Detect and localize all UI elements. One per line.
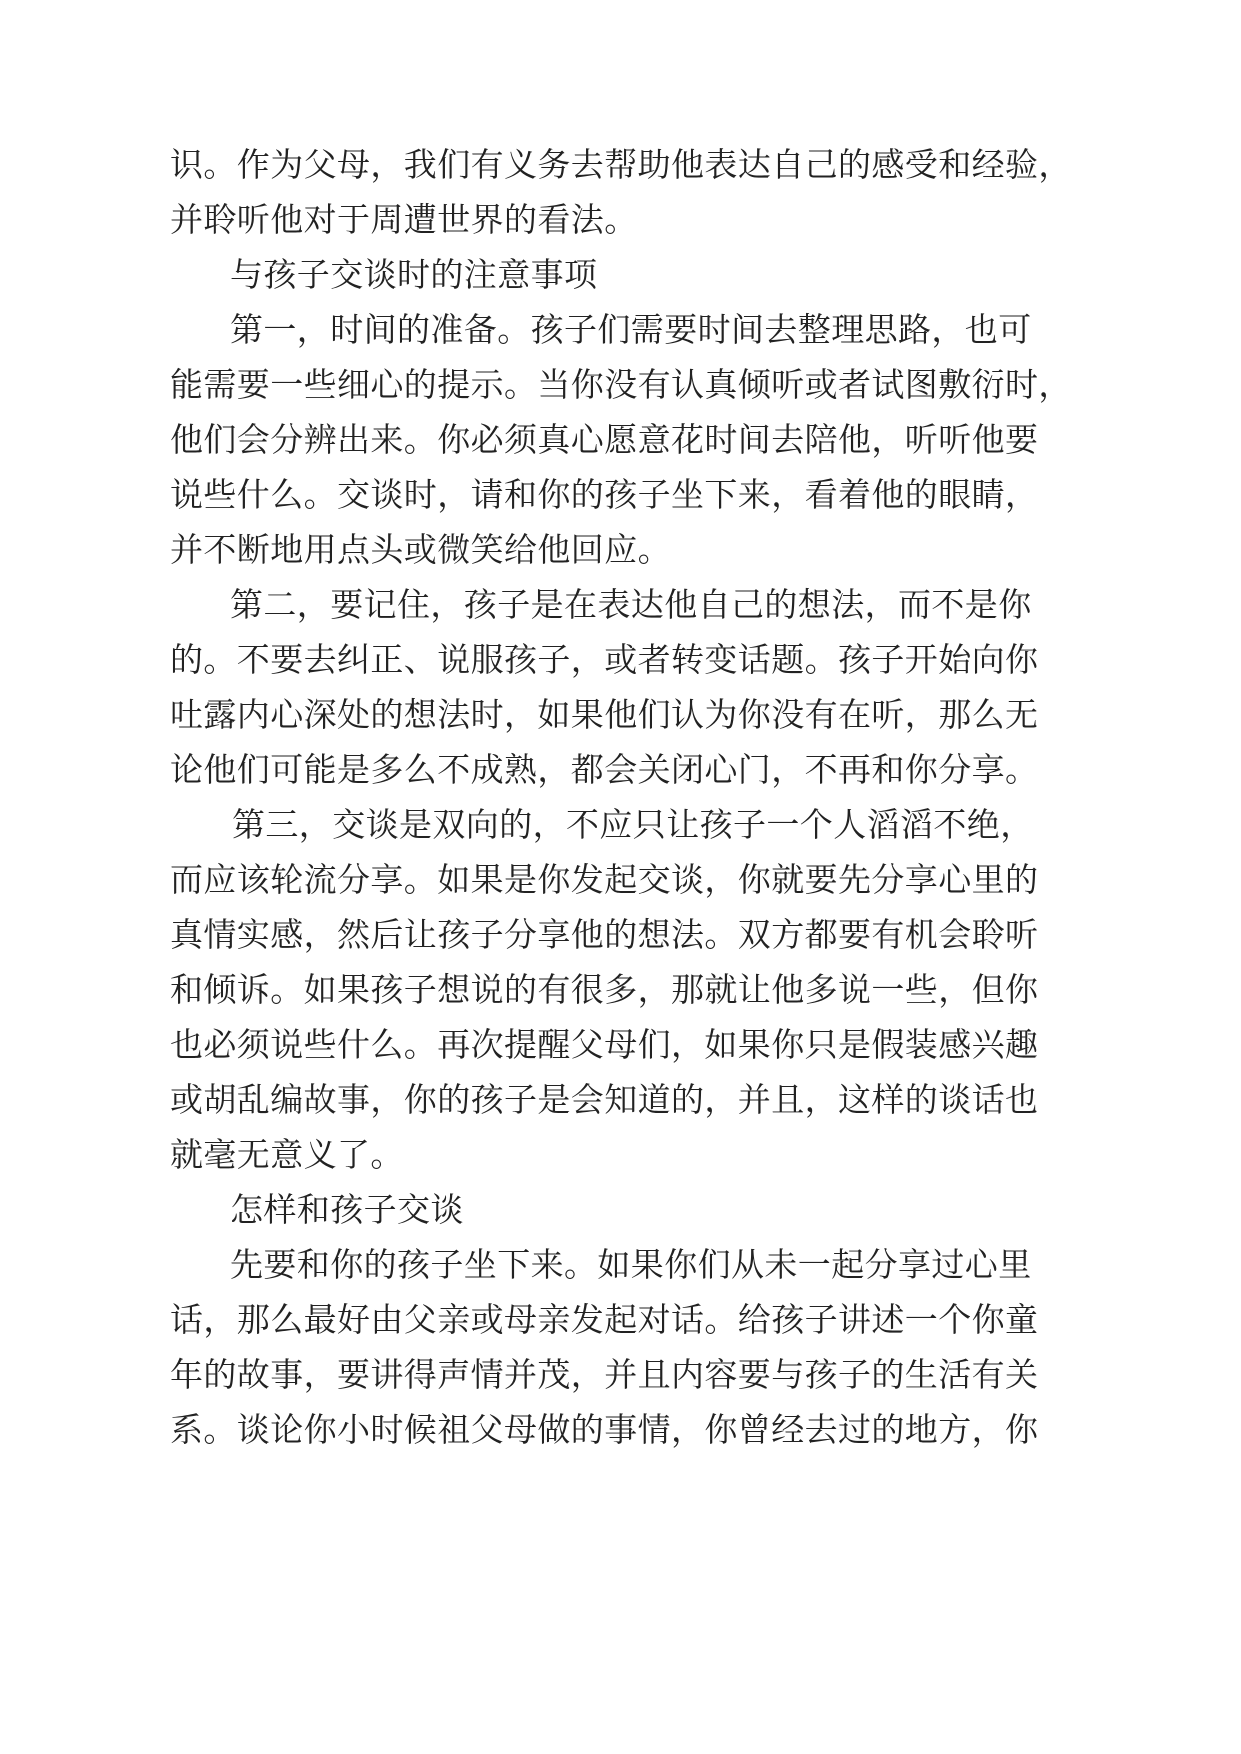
- text-line: 识。作为父母，我们有义务去帮助他表达自己的感受和经验，: [170, 145, 1072, 184]
- text-line: 或胡乱编故事，你的孩子是会知道的，并且，这样的谈话也: [170, 1080, 1039, 1119]
- text-line: 第二，要记住，孩子是在表达他自己的想法，而不是你: [230, 585, 1032, 624]
- text-line: 能需要一些细心的提示。当你没有认真倾听或者试图敷衍时，: [170, 365, 1072, 404]
- text-line: 说些什么。交谈时，请和你的孩子坐下来，看着他的眼睛，: [170, 475, 1039, 514]
- section-heading: 怎样和孩子交谈: [230, 1190, 464, 1229]
- text-line: 和倾诉。如果孩子想说的有很多，那就让他多说一些，但你: [170, 970, 1039, 1009]
- text-line: 也必须说些什么。再次提醒父母们，如果你只是假装感兴趣: [170, 1025, 1039, 1064]
- text-line: 真情实感，然后让孩子分享他的想法。双方都要有机会聆听: [170, 915, 1039, 954]
- text-line: 话，那么最好由父亲或母亲发起对话。给孩子讲述一个你童: [170, 1300, 1039, 1339]
- text-line: 第一，时间的准备。孩子们需要时间去整理思路，也可: [230, 310, 1032, 349]
- text-line: 吐露内心深处的想法时，如果他们认为你没有在听，那么无: [170, 695, 1039, 734]
- text-line: 并聆听他对于周遭世界的看法。: [170, 200, 638, 239]
- text-line: 的。不要去纠正、说服孩子，或者转变话题。孩子开始向你: [170, 640, 1039, 679]
- text-line: 系。谈论你小时候祖父母做的事情，你曾经去过的地方，你: [170, 1410, 1039, 1449]
- text-line: 而应该轮流分享。如果是你发起交谈，你就要先分享心里的: [170, 860, 1039, 899]
- text-line: 第三，交谈是双向的，不应只让孩子一个人滔滔不绝，: [232, 805, 1034, 844]
- text-line: 他们会分辨出来。你必须真心愿意花时间去陪他，听听他要: [170, 420, 1039, 459]
- text-line: 年的故事，要讲得声情并茂，并且内容要与孩子的生活有关: [170, 1355, 1039, 1394]
- text-line: 论他们可能是多么不成熟，都会关闭心门，不再和你分享。: [170, 750, 1039, 789]
- text-line: 就毫无意义了。: [170, 1135, 404, 1174]
- text-line: 先要和你的孩子坐下来。如果你们从未一起分享过心里: [230, 1245, 1032, 1284]
- text-line: 并不断地用点头或微笑给他回应。: [170, 530, 671, 569]
- section-heading: 与孩子交谈时的注意事项: [230, 255, 598, 294]
